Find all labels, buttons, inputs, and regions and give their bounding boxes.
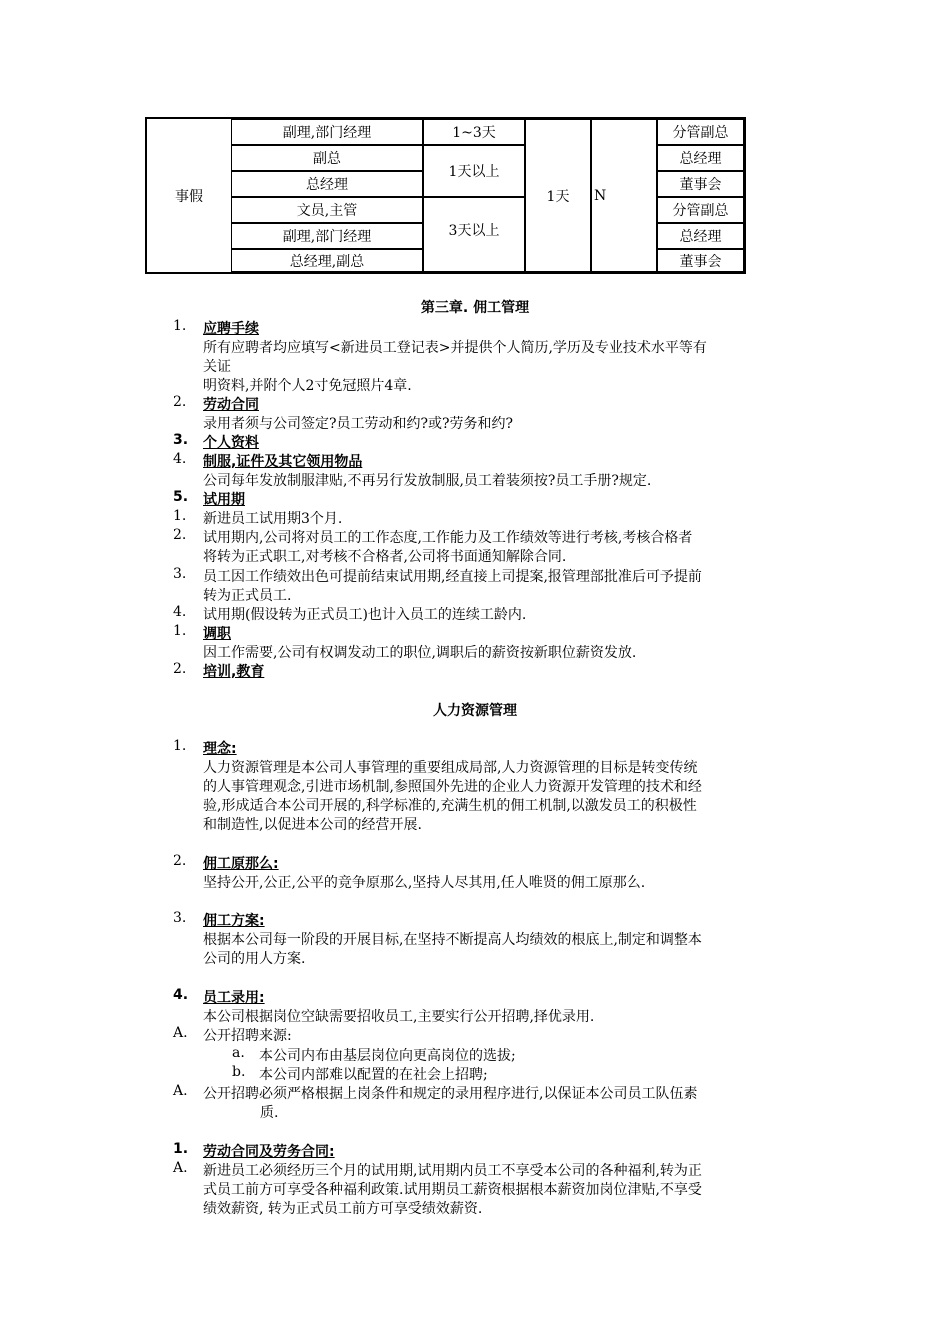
approver-cell: 总经理 [657, 145, 744, 171]
body-text: 试用期内,公司将对员工的工作态度,工作能力及工作绩效等进行考核,考核合格者 [203, 530, 693, 546]
body-text: 坚持公开,公正,公平的竞争原那么,坚持人尽其用,任人唯贤的佣工原那么. [203, 875, 646, 891]
section-number: 4. [173, 451, 187, 467]
sub-list-letter: b. [232, 1064, 246, 1080]
section-number: 4. [173, 987, 189, 1003]
body-text: 转为正式员工. [203, 588, 292, 604]
section-number: 2. [173, 661, 187, 677]
role-cell: 副理,部门经理 [231, 119, 423, 145]
chapter-title: 第三章. 佣工管理 [420, 300, 530, 316]
section-number: 1. [173, 623, 187, 639]
body-text: 公司的用人方案. [203, 951, 306, 967]
section-heading: 佣工原那么: [203, 856, 279, 872]
section-heading: 试用期 [203, 492, 245, 508]
role-cell: 文员,主管 [231, 197, 423, 223]
body-text: 质. [260, 1105, 279, 1121]
section-number: 3. [173, 910, 187, 926]
section-heading: 个人资料 [203, 435, 259, 451]
body-text: 员工因工作绩效出色可提前结束试用期,经直接上司提案,报管理部批准后可予提前 [203, 569, 702, 585]
section-number: 5. [173, 489, 189, 505]
body-text: 本公司根据岗位空缺需要招收员工,主要实行公开招聘,择优录用. [203, 1009, 595, 1025]
body-text: 公司每年发放制服津贴,不再另行发放制服,员工着装须按?员工手册?规定. [203, 473, 652, 489]
list-number: 3. [173, 566, 187, 582]
role-cell: 总经理,副总 [231, 249, 423, 272]
days-cell: 1~3天 [423, 119, 525, 145]
body-text: 人力资源管理是本公司人事管理的重要组成局部,人力资源管理的目标是转变传统 [203, 760, 698, 776]
approver-cell: 董事会 [657, 171, 744, 197]
days-cell: 3天以上 [423, 197, 525, 272]
approver-cell: 董事会 [657, 249, 744, 272]
role-cell: 副理,部门经理 [231, 223, 423, 249]
body-text: 根据本公司每一阶段的开展目标,在坚持不断提高人均绩效的根底上,制定和调整本 [203, 932, 702, 948]
body-text: 新进员工必须经历三个月的试用期,试用期内员工不享受本公司的各种福利,转为正 [203, 1163, 702, 1179]
section-heading: 员工录用: [203, 990, 265, 1006]
chapter-title: 人力资源管理 [433, 703, 517, 719]
body-text: 式员工前方可享受各种福利政策.试用期员工薪资根据根本薪资加岗位津贴,不享受 [203, 1182, 702, 1198]
section-heading: 佣工方案: [203, 913, 265, 929]
body-text: 验,形成适合本公司开展的,科学标准的,充满生机的佣工机制,以激发员工的积极性 [203, 798, 697, 814]
body-text: 本公司内布由基层岗位向更高岗位的选拔; [259, 1048, 516, 1064]
role-cell: 副总 [231, 145, 423, 171]
list-number: 4. [173, 604, 187, 620]
body-text: 关证 [203, 359, 231, 375]
role-cell: 总经理 [231, 171, 423, 197]
body-text: 因工作需要,公司有权调发动工的职位,调职后的薪资按新职位薪资发放. [203, 645, 637, 661]
list-letter: A. [173, 1160, 188, 1176]
approver-cell: 分管副总 [657, 197, 744, 223]
section-heading: 劳动合同及劳务合同: [203, 1144, 335, 1160]
body-text: 试用期(假设转为正式员工)也计入员工的连续工龄内. [203, 607, 527, 623]
approver-cell: 总经理 [657, 223, 744, 249]
section-heading: 理念: [203, 741, 237, 757]
section-number: 1. [173, 318, 187, 334]
body-text: 公开招聘来源: [203, 1028, 292, 1044]
section-number: 2. [173, 853, 187, 869]
section-heading: 劳动合同 [203, 397, 259, 413]
body-text: 明资料,并附个人2寸免冠照片4章. [203, 378, 412, 394]
leave-approval-table [145, 117, 746, 274]
list-number: 1. [173, 508, 187, 524]
list-letter: A. [173, 1025, 188, 1041]
notice-cell: 1天 [525, 119, 591, 272]
section-number: 2. [173, 394, 187, 410]
body-text: 录用者须与公司签定?员工劳动和约?或?劳务和约? [203, 416, 514, 432]
body-text: 的人事管理观念,引进市场机制,参照国外先进的企业人力资源开发管理的技术和经 [203, 779, 702, 795]
body-text: 绩效薪资, 转为正式员工前方可享受绩效薪资. [203, 1201, 483, 1217]
section-number: 1. [173, 1141, 189, 1157]
section-number: 1. [173, 738, 187, 754]
section-number: 3. [173, 432, 189, 448]
body-text: 公开招聘必须严格根据上岗条件和规定的录用程序进行,以保证本公司员工队伍素 [203, 1086, 698, 1102]
flag-cell: N [591, 119, 657, 272]
section-heading: 制服,证件及其它领用物品 [203, 454, 363, 470]
section-heading: 调职 [203, 626, 231, 642]
approver-cell: 分管副总 [657, 119, 744, 145]
body-text: 和制造性,以促进本公司的经营开展. [203, 817, 422, 833]
days-cell: 1天以上 [423, 145, 525, 197]
list-number: 2. [173, 527, 187, 543]
body-text: 所有应聘者均应填写<新进员工登记表>并提供个人简历,学历及专业技术水平等有 [203, 340, 707, 356]
body-text: 将转为正式职工,对考核不合格者,公司将书面通知解除合同. [203, 549, 567, 565]
section-heading: 培训,教育 [203, 664, 265, 680]
sub-list-letter: a. [232, 1045, 245, 1061]
body-text: 新进员工试用期3个月. [203, 511, 343, 527]
section-heading: 应聘手续 [203, 321, 259, 337]
category-cell: 事假 [175, 188, 203, 205]
body-text: 本公司内部难以配置的在社会上招聘; [259, 1067, 488, 1083]
list-letter: A. [173, 1083, 188, 1099]
